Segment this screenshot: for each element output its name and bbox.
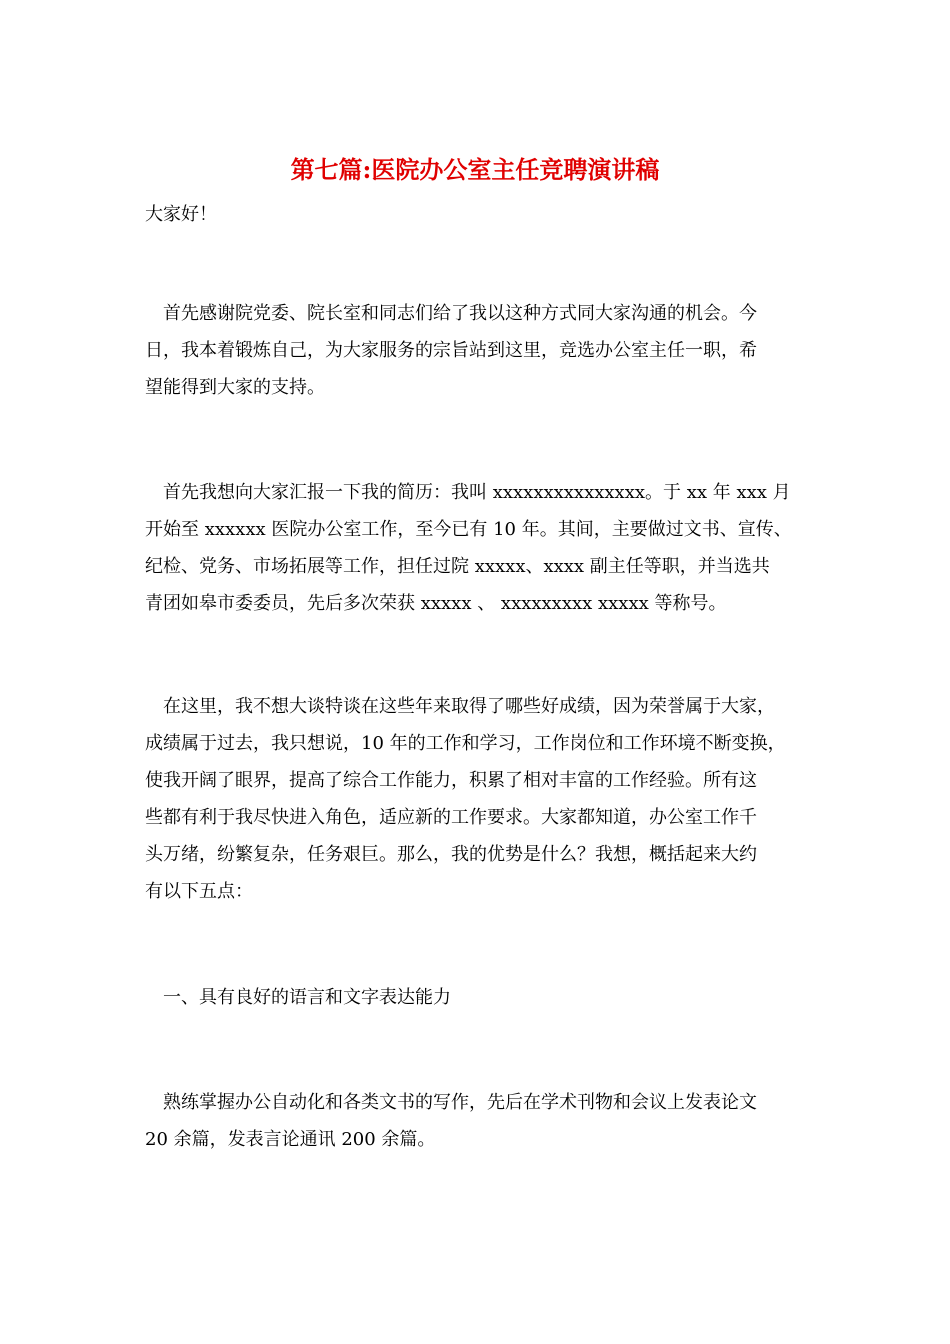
section-heading-1 <box>145 979 807 1016</box>
paragraph-line: 纪检、党务、市场拓展等工作，担任过院 xxxxx、xxxx 副主任等职，并当选共 <box>145 556 770 577</box>
greeting <box>145 196 807 233</box>
paragraph-line: 望能得到大家的支持。 <box>145 377 325 398</box>
paragraph-resume <box>145 474 807 622</box>
paragraph-line: 20 余篇，发表言论通讯 200 余篇。 <box>145 1129 436 1150</box>
paragraph-line: 些都有利于我尽快进入角色，适应新的工作要求。大家都知道，办公室工作千 <box>145 807 757 828</box>
paragraph-line: 青团如皋市委委员，先后多次荣获 xxxxx 、 xxxxxxxxx xxxxx 等称号。 <box>145 593 727 614</box>
paragraph-line: 有以下五点： <box>145 881 253 902</box>
paragraph-experience <box>145 688 807 910</box>
paragraph-thanks <box>145 295 807 406</box>
paragraph-line: 首先感谢院党委、院长室和同志们给了我以这种方式同大家沟通的机会。今 <box>163 303 757 324</box>
paragraph-line: 日，我本着锻炼自己，为大家服务的宗旨站到这里，竞选办公室主任一职，希 <box>145 340 757 361</box>
paragraph-line: 首先我想向大家汇报一下我的简历：我叫 xxxxxxxxxxxxxxx。于 xx 年 xxx 月 <box>163 482 791 503</box>
greeting-line: 大家好！ <box>145 204 217 225</box>
paragraph-line: 在这里，我不想大谈特谈在这些年来取得了哪些好成绩，因为荣誉属于大家， <box>163 696 775 717</box>
paragraph-line: 熟练掌握办公自动化和各类文书的写作，先后在学术刊物和会议上发表论文 <box>163 1092 757 1113</box>
paragraph-line: 头万绪，纷繁复杂，任务艰巨。那么，我的优势是什么？我想，概括起来大约 <box>145 844 757 865</box>
section-heading-line: 一、具有良好的语言和文字表达能力 <box>163 987 451 1008</box>
paragraph-line: 使我开阔了眼界，提高了综合工作能力，积累了相对丰富的工作经验。所有这 <box>145 770 757 791</box>
paragraph-writing <box>145 1084 807 1158</box>
paragraph-line: 成绩属于过去，我只想说，10 年的工作和学习，工作岗位和工作环境不断变换， <box>145 733 786 754</box>
document-title: 第七篇:医院办公室主任竞聘演讲稿 <box>290 155 660 184</box>
paragraph-line: 开始至 xxxxxx 医院办公室工作，至今已有 10 年。其间，主要做过文书、宣传、 <box>145 519 792 540</box>
